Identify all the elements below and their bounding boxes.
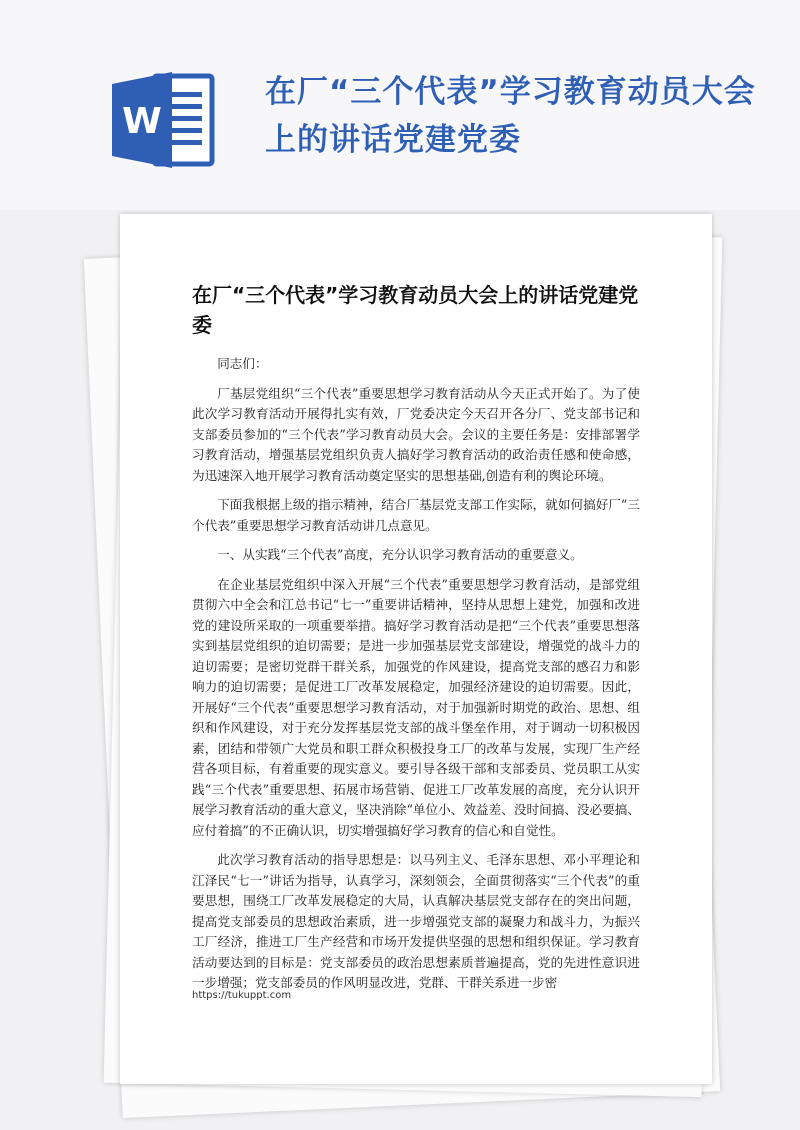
footer-url: https://tukuppt.com (192, 990, 292, 1001)
paragraph: 厂基层党组织“三个代表”重要思想学习教育活动从今天正式开始了。为了使此次学习教育活动开展得扎实有效，厂党委决定今天召开各分厂、党支部书记和支部委员参加的“三个代表”学习教育动员大会。会议的主要任务是：安排部署学习教育活动，增强基层党组织负责人搞好学习教育活动的政治责任感和使命感，为迅速深入地开展学习教育活动奠定坚实的思想基础,创造有利的舆论环境。 (192, 385, 640, 483)
section-heading: 一、从实践“三个代表”高度，充分认识学习教育活动的重要意义。 (217, 547, 583, 562)
document-title: 在厂“三个代表”学习教育动员大会上的讲话党建党委 (192, 283, 639, 337)
header-banner (0, 0, 800, 210)
banner-title: 在厂“三个代表”学习教育动员大会上的讲话党建党委 (265, 74, 756, 158)
salutation: 同志们： (217, 356, 268, 371)
word-document-icon (110, 70, 220, 170)
document-page (120, 214, 712, 1084)
document-body (192, 354, 640, 1003)
word-icon-letter: W (122, 101, 162, 142)
paragraph: 下面我根据上级的指示精神，结合厂基层党支部工作实际，就如何搞好厂“三个代表”重要思想学习教育活动讲几点意见。 (192, 497, 640, 533)
paragraph: 此次学习教育活动的指导思想是：以马列主义、毛泽东思想、邓小平理论和江泽民“七一”讲话为指导，认真学习，深刻领会，全面贯彻落实“三个代表”的重要思想，围绕工厂改革发展稳定的大局，认真解决基层党支部存在的突出问题，提高党支部委员的思想政治素质，进一步增强党支部的凝聚力和战斗力，为振兴工厂经济，推进工厂生产经营和市场开发提供坚强的思想和组织保证。学习教育活动要达到的目标是：党支部委员的政治思想素质普遍提高，党的先进性意识进一步增强；党支部委员的作风明显改进，党群、干群关系进一步密 (192, 852, 640, 990)
paragraph: 在企业基层党组织中深入开展“三个代表”重要思想学习教育活动，是部党组贯彻六中全会和江总书记“七一”重要讲话精神，坚持从思想上建党，加强和改进党的建设所采取的一项重要举措。搞好学习教育活动是把“三个代表”重要思想落实到基层党组织的迫切需要；是进一步加强基层党支部建设，增强党的战斗力的迫切需要；是密切党群干群关系，加强党的作风建设，提高党支部的感召力和影响力的迫切需要；是促进工厂改革发展稳定，加强经济建设的迫切需要。因此，开展好“三个代表”重要思想学习教育活动，对于加强新时期党的政治、思想、组织和作风建设，对于充分发挥基层党支部的战斗堡垒作用，对于调动一切积极因素，团结和带领广大党员和职工群众积极投身工厂的改革与发展，实现厂生产经营各项目标，有着重要的现实意义。要引导各级干部和支部委员、党员职工从实践“三个代表”重要思想、拓展市场营销、促进工厂改革发展的高度，充分认识开展学习教育活动的重大意义，坚决消除“单位小、效益差、没时间搞、没必要搞、应付着搞”的不正确认识，切实增强搞好学习教育的信心和自觉性。 (192, 576, 640, 838)
